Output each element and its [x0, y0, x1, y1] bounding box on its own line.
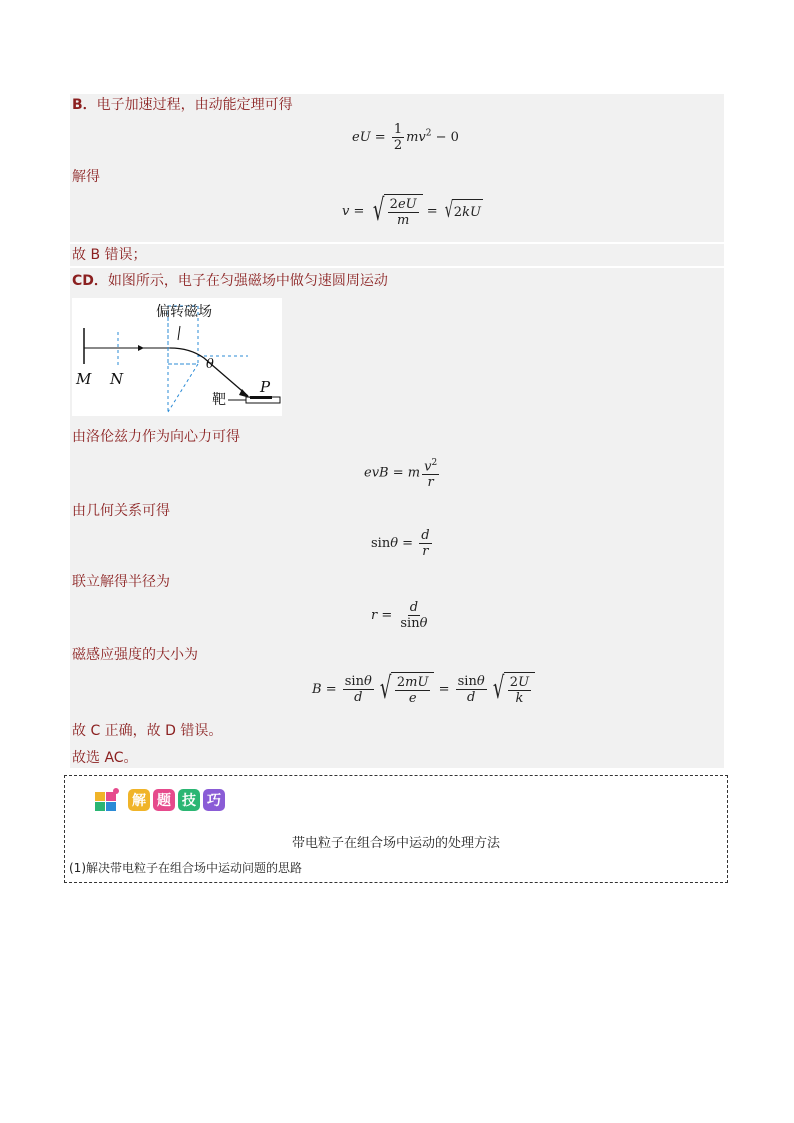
tip-badges [95, 788, 225, 812]
magnetic-deflection-figure [72, 298, 282, 416]
answer-cd-line [72, 272, 388, 290]
tip-title: 带电粒子在组合场中运动的处理方法 [291, 836, 500, 851]
geometry-line: 由几何关系可得 [72, 503, 170, 519]
equation-radius: r = $\frac{d}{\sin\theta}$ [371, 600, 428, 631]
answer-b-line [72, 96, 293, 114]
choice-line: 故选 AC。 [72, 750, 138, 766]
answer-cd-text: 如图所示，电子在匀强磁场中做匀速圆周运动 [107, 273, 388, 289]
badge-qiao: 巧 [203, 789, 225, 811]
label-target: 靶 [212, 392, 226, 408]
label-n: N [110, 370, 124, 388]
band [70, 244, 724, 266]
equation-velocity: v = √ $\frac{2eU}{m}$ = √ 2 kU [342, 193, 481, 228]
label-theta: θ [206, 357, 214, 372]
option-b-label: B． [72, 97, 97, 113]
label-p: P [260, 378, 271, 396]
equation-lorentz: evB = m $\frac{v^2}{r}$ [364, 458, 438, 491]
equation-energy: eU = $\frac{1}{2}$ $mv^2 - 0$ [352, 122, 459, 153]
puzzle-icon [95, 788, 121, 812]
field-line: 磁感应强度的大小为 [72, 647, 198, 663]
label-m: M [76, 370, 92, 388]
tip-box [64, 775, 728, 883]
badge-ti: 题 [153, 789, 175, 811]
badge-ji: 技 [178, 789, 200, 811]
equation-field: B = $\frac{\sin\theta}{d}$ √ $\frac{2mU}{e}$ = $\frac{\sin\theta}{d}$ √ $\frac{2U}{k}$ [312, 672, 535, 706]
figure-title: 偏转磁场 [156, 304, 212, 320]
solve-label: 解得 [72, 169, 100, 185]
equation-sine: sinθ = $\frac{d}{r}$ [371, 528, 430, 559]
lorentz-line: 由洛伦兹力作为向心力可得 [72, 429, 240, 445]
tip-subtitle: (1)解决带电粒子在组合场中运动问题的思路 [69, 861, 302, 875]
badge-jie: 解 [128, 789, 150, 811]
radius-line: 联立解得半径为 [72, 574, 170, 590]
figure-svg [72, 298, 282, 416]
b-wrong-line: 故 B 错误； [72, 247, 147, 263]
option-cd-label: CD． [72, 273, 108, 289]
conclusion-line: 故 C 正确，故 D 错误。 [72, 723, 223, 739]
answer-b-text: 电子加速过程，由动能定理可得 [96, 97, 293, 113]
